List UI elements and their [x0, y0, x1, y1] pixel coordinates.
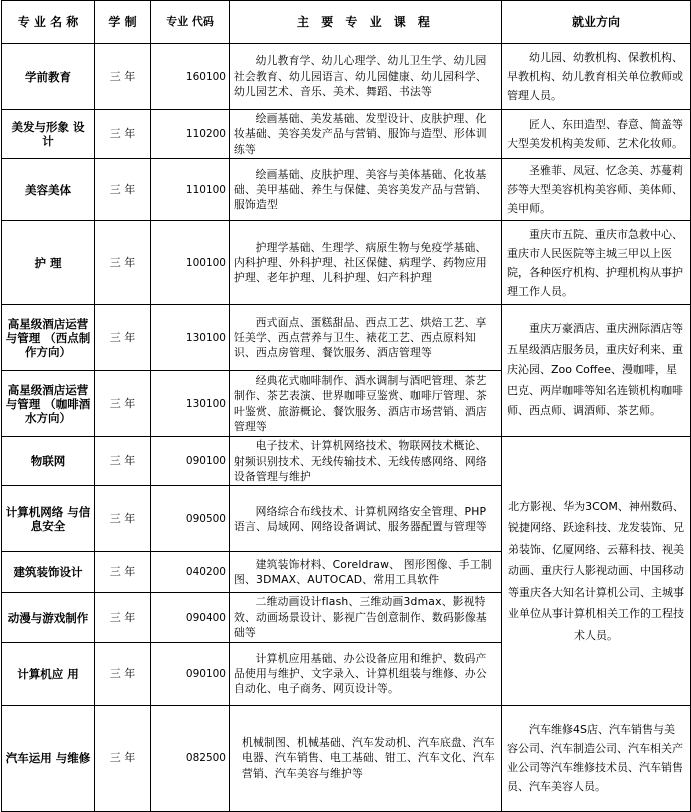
table-row: [2, 159, 691, 221]
major-courses: 经典花式咖啡制作、酒水调制与酒吧管理、茶艺制作、茶艺表演、世界咖啡豆鉴赏、咖啡厅管理、茶叶鉴赏、旅游概论、餐饮服务、酒店市场营销、酒店管理等: [230, 371, 502, 437]
major-years: 三 年: [95, 159, 151, 221]
table-row: [2, 437, 691, 486]
majors-table: [1, 0, 691, 812]
major-courses: 绘画基础、美发基础、发型设计、皮肤护理、化妆基础、美容美发产品与营销、服饰与造型、形体训练等: [230, 110, 502, 159]
major-courses: 护理学基础、生理学、病原生物与免疫学基础、内科护理、外科护理、社区保健、病理学、药物应用护理、老年护理、儿科护理、妇产科护理: [230, 221, 502, 305]
major-code: 082500: [151, 705, 230, 811]
major-code: 160100: [151, 44, 230, 110]
major-name: 物联网: [2, 437, 95, 486]
major-courses: 幼儿教育学、幼儿心理学、幼儿卫生学、幼儿园社会教育、幼儿园语言、幼儿园健康、幼儿园科学、幼儿园艺术、音乐、美术、舞蹈、书法等: [230, 44, 502, 110]
header-name: 专 业 名 称: [2, 1, 95, 44]
major-jobs: 重庆市五院、重庆市急救中心、重庆市人民医院等主城三甲以上医院，各种医疗机构、护理机构从事护理工作人员。: [502, 221, 691, 305]
major-name: 建筑装饰设计: [2, 552, 95, 593]
table-row: [2, 221, 691, 305]
header-code: 专业 代码: [151, 1, 230, 44]
major-code: 090100: [151, 642, 230, 705]
major-jobs: 幼儿园、幼教机构、保教机构、早教机构、幼儿教育相关单位教师或管理人员。: [502, 44, 691, 110]
major-jobs: 圣雅菲、凤冠、忆念美、苏蔓莉莎等大型美容机构美容师、美体师、美甲师。: [502, 159, 691, 221]
major-years: 三 年: [95, 593, 151, 642]
major-name: 计算机网络 与信息安全: [2, 486, 95, 552]
major-name: 高星级酒店运营与管理 （西点制作方向）: [2, 305, 95, 371]
major-code: 090400: [151, 593, 230, 642]
major-name: 学前教育: [2, 44, 95, 110]
major-years: 三 年: [95, 642, 151, 705]
header-jobs: 就业方向: [502, 1, 691, 44]
major-years: 三 年: [95, 705, 151, 811]
major-code: 110200: [151, 110, 230, 159]
major-code: 130100: [151, 305, 230, 371]
table-row: [2, 705, 691, 811]
table-row: [2, 44, 691, 110]
major-code: 130100: [151, 371, 230, 437]
header-row: [2, 1, 691, 44]
major-name: 护 理: [2, 221, 95, 305]
major-courses: 绘画基础、皮肤护理、美容与美体基础、化妆基础、美甲基础、养生与保健、美容美发产品与营销、服饰造型: [230, 159, 502, 221]
major-courses: 网络综合布线技术、计算机网络安全管理、PHP语言、局域网、网络设备调试、服务器配置与管理等: [230, 486, 502, 552]
major-years: 三 年: [95, 305, 151, 371]
header-courses: 主 要 专 业 课 程: [230, 1, 502, 44]
major-code: 110100: [151, 159, 230, 221]
major-name: 动漫与游戏制作: [2, 593, 95, 642]
major-courses: 机械制图、机械基础、汽车发动机、汽车底盘、汽车电器、汽车销售、电工基础、钳工、汽车文化、汽车营销、汽车美容与维护等: [230, 705, 502, 811]
major-name: 美发与形象 设 计: [2, 110, 95, 159]
header-years: 学 制: [95, 1, 151, 44]
major-courses: 西式面点、蛋糕甜品、西点工艺、烘焙工艺、享饪美学、西点营养与卫生、裱花工艺、西点原料知识、西点房管理、餐饮服务、酒店管理等: [230, 305, 502, 371]
major-name: 美容美体: [2, 159, 95, 221]
major-jobs: 汽车维修4S店、汽车销售与美容公司、汽车制造公司、汽车相关产业公司等汽车维修技术员、汽车销售员、汽车美容人员。: [502, 705, 691, 811]
major-name: 计算机应 用: [2, 642, 95, 705]
major-courses: 电子技术、计算机网络技术、物联网技术概论、射频识别技术、无线传输技术、无线传感网络、网络设备管理与维护: [230, 437, 502, 486]
major-courses: 二维动画设计flash、三维动画3dmax、影视特效、动画场景设计、影视广告创意制作、数码影像基础等: [230, 593, 502, 642]
major-code: 100100: [151, 221, 230, 305]
major-name: 汽车运用 与维修: [2, 705, 95, 811]
major-code: 090500: [151, 486, 230, 552]
major-courses: 计算机应用基础、办公设备应用和维护、数码产品使用与维护、文字录入、计算机组装与维修、办公自动化、电子商务、网页设计等。: [230, 642, 502, 705]
major-years: 三 年: [95, 552, 151, 593]
major-code: 090100: [151, 437, 230, 486]
major-courses: 建筑装饰材料、Coreldraw、 图形图像、手工制图、3DMAX、AUTOCAD、常用工具软件: [230, 552, 502, 593]
major-jobs-merged: 北方影视、华为3COM、神州数码、锐捷网络、跃途科技、龙发装饰、兄弟装饰、亿厦网络、云幕科技、视美动画、重庆行人影视动画、中国移动等重庆各大知名计算机公司、主城事业单位从事计算机相关工作的工程技术人员。: [502, 437, 691, 705]
table-row: [2, 110, 691, 159]
major-years: 三 年: [95, 221, 151, 305]
major-jobs: 匠人、东田造型、春意、简盖等大型美发机构美发师、艺术化妆师。: [502, 110, 691, 159]
major-jobs-merged: 重庆万豪酒店、重庆洲际酒店等五星级酒店服务员，重庆好利来、重庆沁园、Zoo Coffee、漫咖啡，星巴克、两岸咖啡等知名连锁机构咖啡师、西点师、调酒师、茶艺师。: [502, 305, 691, 437]
major-years: 三 年: [95, 437, 151, 486]
major-years: 三 年: [95, 371, 151, 437]
major-code: 040200: [151, 552, 230, 593]
major-years: 三 年: [95, 486, 151, 552]
major-years: 三 年: [95, 44, 151, 110]
major-years: 三 年: [95, 110, 151, 159]
major-name: 高星级酒店运营与管理 （咖啡酒水方向）: [2, 371, 95, 437]
table-row: [2, 305, 691, 371]
